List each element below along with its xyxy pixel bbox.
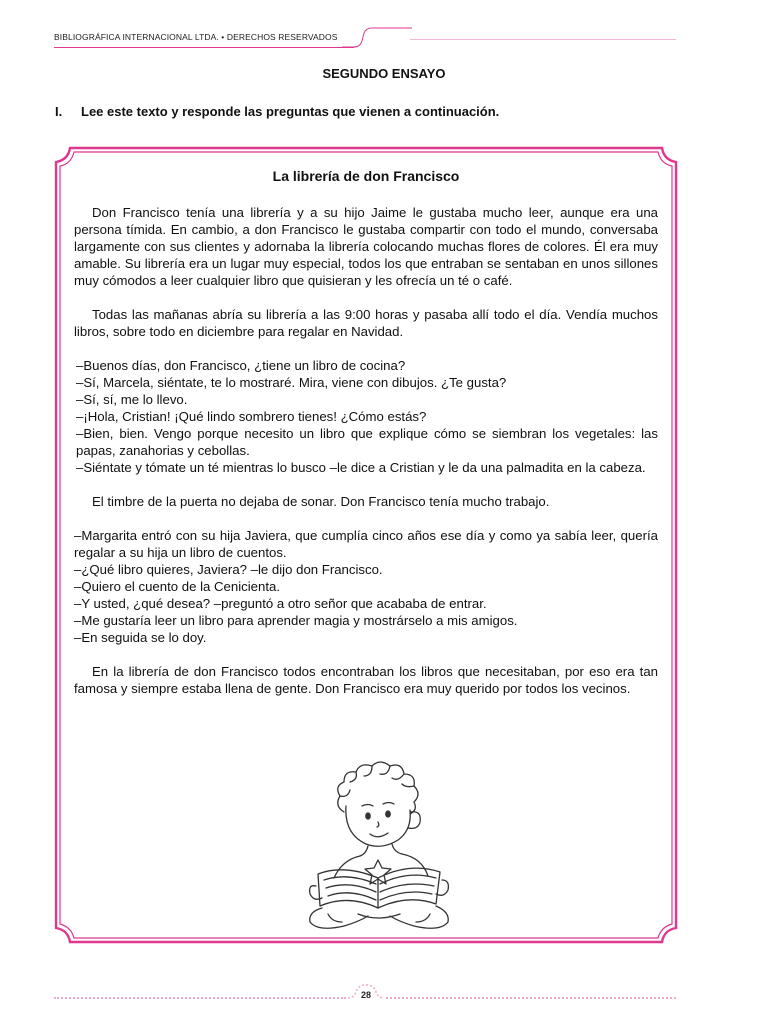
dialogue-line: –Margarita entró con su hija Javiera, que cumplía cinco años ese día y como ya sabía leer, quería regalar a su hija un libro de cuentos. — [74, 528, 658, 560]
story-paragraph: Todas las mañanas abría su librería a las 9:00 horas y pasaba allí todo el día. Vendía muchos libros, sobre todo en diciembre para regalar en Navidad. — [74, 307, 658, 339]
story-paragraph: Don Francisco tenía una librería y a su hijo Jaime le gustaba mucho leer, aunque era una persona tímida. En cambio, a don Francisco le gustaba compartir con todo el mundo, conversaba largamente con sus clientes y adornaba la librería colocando muchas flores de colores. Él era muy amable. Su librería era un lugar muy especial, todos los que entraban se sentaban en unos sillones muy cómodos a leer cualquier libro que quisieran y les ofrecía un té o café. — [74, 205, 658, 288]
instruction-number: I. — [55, 104, 63, 119]
dialogue-line: –En seguida se lo doy. — [74, 630, 207, 645]
dialogue-line: –Buenos días, don Francisco, ¿tiene un libro de cocina? — [76, 358, 406, 373]
page-header — [54, 27, 676, 49]
dialogue-line: –Bien, bien. Vengo porque necesito un libro que explique cómo se siembran los vegetales: las papas, zanahorias y cebollas. — [76, 426, 658, 458]
child-reading-illustration — [298, 756, 462, 936]
header-rule — [410, 39, 676, 40]
dialogue-line: –¿Qué libro quieres, Javiera? –le dijo don Francisco. — [74, 562, 383, 577]
dialogue-line: –Siéntate y tómate un té mientras lo busco –le dice a Cristian y le da una palmadita en la cabeza. — [76, 460, 646, 475]
story-paragraph: En la librería de don Francisco todos encontraban los libros que necesitaban, por eso era tan famosa y siempre estaba llena de gente. Don Francisco era muy querido por todos los vecinos. — [74, 664, 658, 696]
dialogue-line: –Sí, sí, me lo llevo. — [76, 392, 188, 407]
instruction-text: Lee este texto y responde las preguntas que vienen a continuación. — [81, 104, 500, 119]
footer-rule-left — [54, 997, 346, 999]
story-title: La librería de don Francisco — [272, 168, 460, 184]
dialogue-line: –¡Hola, Cristian! ¡Qué lindo sombrero tienes! ¿Cómo estás? — [76, 409, 427, 424]
dialogue-line: –Me gustaría leer un libro para aprender magia y mostrárselo a mis amigos. — [74, 613, 518, 628]
dialogue-line: –Y usted, ¿qué desea? –preguntó a otro señor que acababa de entrar. — [74, 596, 487, 611]
story-paragraph: El timbre de la puerta no dejaba de sonar. Don Francisco tenía mucho trabajo. — [92, 494, 550, 509]
header-curve — [342, 27, 412, 49]
dialogue-line: –Sí, Marcela, siéntate, te lo mostraré. Mira, viene con dibujos. ¿Te gusta? — [76, 375, 507, 390]
header-copyright: BIBLIOGRÁFICA INTERNACIONAL LTDA. • DERECHOS RESERVADOS — [54, 32, 338, 42]
page-number: 28 — [360, 990, 371, 1000]
section-title: SEGUNDO ENSAYO — [322, 66, 446, 81]
dialogue-line: –Quiero el cuento de la Cenicienta. — [74, 579, 281, 594]
instruction — [55, 104, 499, 119]
footer-rule-right — [386, 997, 676, 999]
story-body — [74, 204, 658, 697]
